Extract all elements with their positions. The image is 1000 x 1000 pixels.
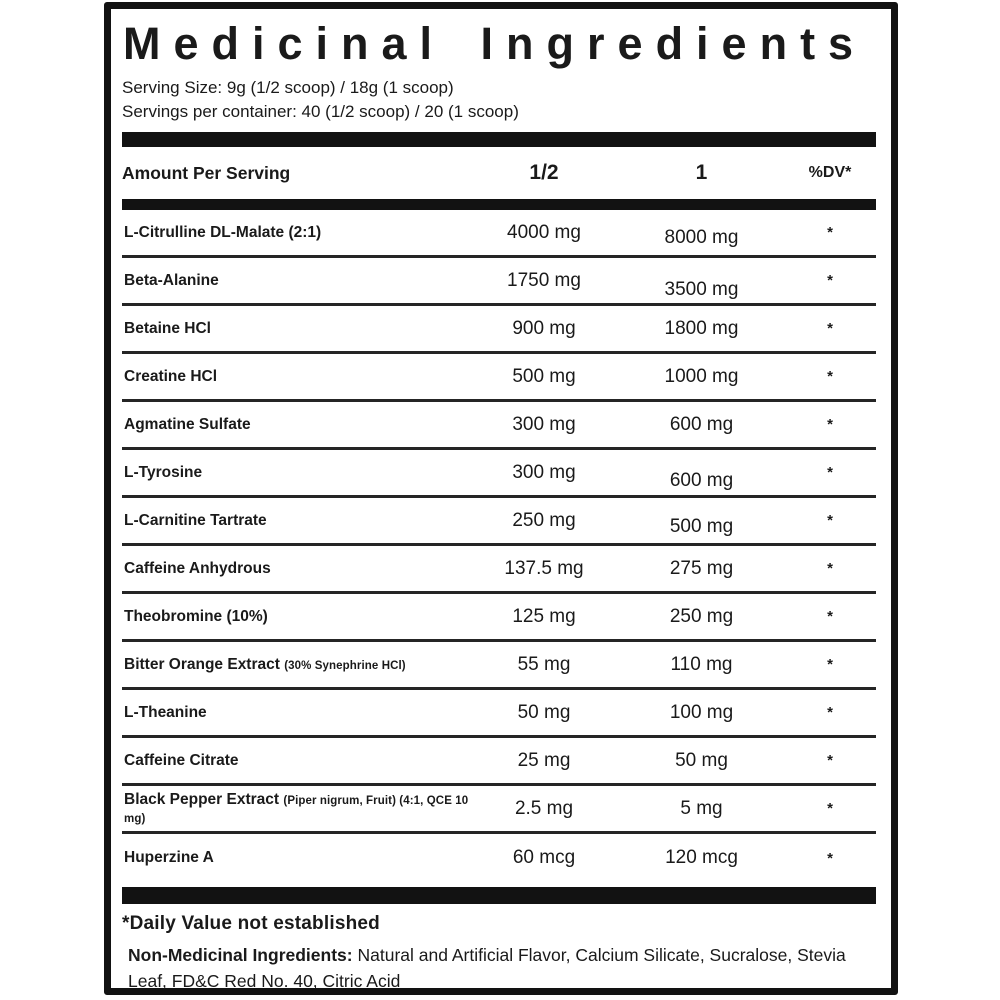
amount-one-scoop: 1800 mg — [664, 317, 739, 339]
ingredient-name: Black Pepper Extract (Piper nigrum, Fruit) (4:1, QCE 10 mg) — [124, 790, 469, 825]
ingredient-name: Theobromine (10%) — [124, 607, 268, 625]
ingredient-row — [122, 450, 876, 498]
amount-half-scoop: 137.5 mg — [504, 557, 584, 579]
daily-value-cell: * — [827, 608, 833, 626]
amount-one-scoop: 50 mg — [675, 749, 728, 771]
daily-value-cell: * — [827, 320, 833, 338]
amount-one-scoop: 250 mg — [669, 605, 734, 627]
daily-value-cell: * — [827, 560, 833, 578]
ingredient-row — [122, 546, 876, 594]
ingredient-row — [122, 306, 876, 354]
amount-one-scoop: 110 mg — [670, 653, 733, 675]
ingredient-row — [122, 594, 876, 642]
amount-half-scoop: 1750 mg — [507, 269, 581, 291]
daily-value-cell: * — [827, 849, 833, 867]
amount-one-scoop: 5 mg — [680, 797, 723, 819]
amount-one-scoop: 8000 mg — [664, 226, 739, 248]
servings-per-container-line: Servings per container: 40 (1/2 scoop) / 20 (1 scoop) — [122, 102, 519, 122]
daily-value-cell: * — [827, 272, 833, 290]
amount-half-scoop: 900 mg — [512, 317, 576, 339]
ingredient-row — [122, 258, 876, 306]
ingredient-row — [122, 738, 876, 786]
ingredient-row — [122, 354, 876, 402]
ingredient-name: Caffeine Anhydrous — [124, 559, 271, 577]
daily-value-cell: * — [827, 368, 833, 386]
panel-title: Medicinal Ingredients — [123, 18, 867, 69]
serving-size-line: Serving Size: 9g (1/2 scoop) / 18g (1 scoop) — [122, 78, 454, 98]
amount-one-scoop: 1000 mg — [664, 365, 739, 387]
amount-one-scoop: 120 mcg — [665, 847, 738, 869]
daily-value-cell: * — [827, 704, 833, 722]
daily-value-cell: * — [827, 224, 833, 242]
ingredient-name: Huperzine A — [124, 849, 214, 867]
amount-half-scoop: 2.5 mg — [514, 797, 574, 819]
amount-half-scoop: 25 mg — [517, 749, 571, 771]
non-medicinal-ingredients — [128, 942, 858, 994]
medicinal-ingredients-panel — [104, 2, 898, 995]
amount-one-scoop: 600 mg — [669, 469, 734, 491]
daily-value-cell: * — [827, 464, 833, 482]
ingredient-name: L-Tyrosine — [124, 463, 203, 481]
serving-info — [122, 76, 876, 124]
amount-one-scoop: 100 mg — [669, 701, 734, 723]
header-half-scoop: 1/2 — [529, 161, 559, 185]
ingredient-row — [122, 642, 876, 690]
daily-value-cell: * — [827, 512, 833, 530]
amount-half-scoop: 55 mg — [517, 653, 571, 675]
divider-bar-bottom — [122, 887, 876, 904]
ingredient-row — [122, 834, 876, 882]
ingredient-row — [122, 402, 876, 450]
ingredient-name: L-Citrulline DL-Malate (2:1) — [124, 223, 322, 241]
divider-bar-header — [122, 199, 876, 210]
ingredient-row — [122, 786, 876, 834]
non-medicinal-ingredients-label: Non-Medicinal Ingredients: — [128, 945, 353, 966]
daily-value-cell: * — [827, 416, 833, 434]
ingredient-name: Beta-Alanine — [124, 271, 219, 289]
daily-value-cell: * — [827, 800, 833, 818]
ingredient-note: (Piper nigrum, Fruit) (4:1, QCE 10 mg) — [124, 794, 469, 825]
daily-value-cell: * — [827, 752, 833, 770]
amount-one-scoop: 600 mg — [669, 413, 734, 435]
amount-half-scoop: 250 mg — [512, 509, 576, 531]
ingredient-name: Caffeine Citrate — [124, 751, 239, 769]
amount-half-scoop: 50 mg — [517, 701, 571, 723]
ingredient-table — [122, 210, 876, 882]
amount-one-scoop: 500 mg — [669, 515, 734, 537]
header-amount-per-serving: Amount Per Serving — [122, 162, 291, 183]
amount-half-scoop: 300 mg — [512, 413, 576, 435]
header-one-scoop: 1 — [695, 161, 708, 185]
amount-half-scoop: 300 mg — [512, 461, 576, 483]
amount-half-scoop: 125 mg — [512, 605, 576, 627]
daily-value-footnote: *Daily Value not established — [122, 913, 380, 935]
amount-half-scoop: 4000 mg — [507, 221, 581, 243]
non-medicinal-ingredients-text: Natural and Artificial Flavor, Calcium Silicate, Sucralose, Stevia Leaf, FD&C Red No. 40, Citric Acid — [128, 945, 846, 992]
amount-one-scoop: 275 mg — [669, 557, 734, 579]
ingredient-note: (30% Synephrine HCl) — [284, 659, 406, 672]
ingredient-name: Agmatine Sulfate — [124, 415, 251, 433]
amount-half-scoop: 500 mg — [512, 365, 576, 387]
amount-half-scoop: 60 mcg — [512, 847, 576, 869]
ingredient-name: Bitter Orange Extract (30% Synephrine HCl) — [124, 655, 406, 673]
header-percent-dv: %DV* — [808, 164, 852, 182]
daily-value-cell: * — [827, 656, 833, 674]
ingredient-name: Betaine HCl — [124, 319, 211, 337]
ingredient-name: L-Carnitine Tartrate — [124, 511, 267, 529]
ingredient-row — [122, 690, 876, 738]
table-header-row — [122, 147, 876, 199]
ingredient-row — [122, 210, 876, 258]
ingredient-name: L-Theanine — [124, 703, 207, 721]
divider-bar-top — [122, 132, 876, 147]
ingredient-name: Creatine HCl — [124, 367, 218, 385]
ingredient-row — [122, 498, 876, 546]
amount-one-scoop: 3500 mg — [664, 278, 739, 300]
